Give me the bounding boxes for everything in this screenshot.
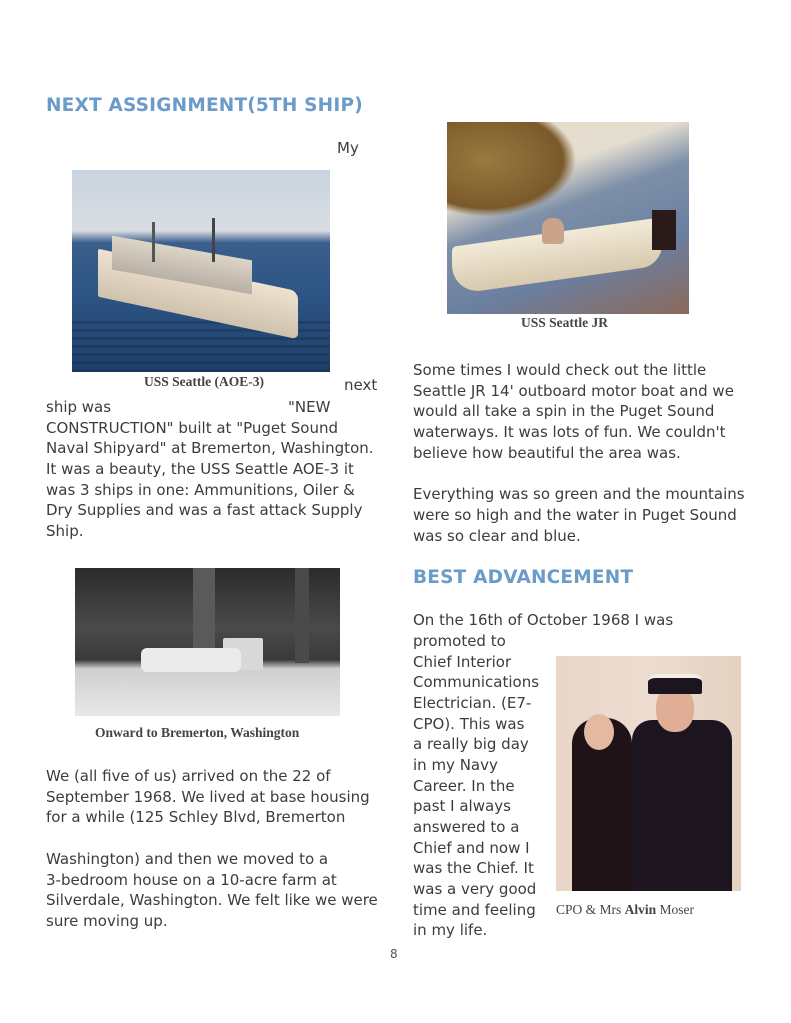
seattle-jr-boat-photo	[447, 122, 689, 314]
ship-para-line: Ship.	[46, 522, 84, 540]
advancement-line: in my Navy	[413, 756, 498, 774]
page-number: 8	[390, 947, 398, 961]
ship-para-line: Dry Supplies and was a fast attack Supply	[46, 501, 363, 519]
couple-photo-caption	[556, 902, 694, 918]
green-para-line: was so clear and blue.	[413, 527, 581, 545]
caption-prefix: CPO & Mrs	[556, 902, 625, 917]
caption-bold-name: Alvin	[624, 902, 657, 917]
advancement-line: Communications	[413, 673, 540, 691]
ship-para-line: "NEW	[288, 398, 331, 416]
green-para-line: Everything was so green and the mountains	[413, 485, 745, 503]
intro-word: My	[337, 139, 359, 157]
uss-seattle-photo	[72, 170, 330, 372]
arrival-para-line: Washington) and then we moved to a	[46, 850, 329, 868]
boat-para-line: would all take a spin in the Puget Sound	[413, 402, 715, 420]
boat-para-line: Some times I would check out the little	[413, 361, 707, 379]
advancement-line: Career. In the	[413, 777, 515, 795]
section-heading-best-advancement: BEST ADVANCEMENT	[413, 567, 634, 588]
car-trailer-photo	[75, 568, 340, 716]
ship-photo-caption: USS Seattle (AOE-3)	[144, 374, 264, 389]
boat-para-line: waterways. It was lots of fun. We couldn't	[413, 423, 726, 441]
arrival-para-line: for a while (125 Schley Blvd, Bremerton	[46, 808, 346, 826]
ship-para-line: It was a beauty, the USS Seattle AOE-3 it	[46, 460, 354, 478]
advancement-first-line: On the 16th of October 1968 I was	[413, 611, 674, 629]
cpo-and-mrs-moser-photo	[556, 656, 741, 891]
ship-para-line: CONSTRUCTION" built at "Puget Sound	[46, 419, 339, 437]
advancement-line: answered to a	[413, 818, 520, 836]
arrival-para-line: We (all five of us) arrived on the 22 of	[46, 767, 331, 785]
arrival-para-line: September 1968. We lived at base housing	[46, 788, 370, 806]
advancement-line: Chief Interior	[413, 653, 512, 671]
advancement-line: Chief and now I	[413, 839, 530, 857]
boat-para-line: Seattle JR 14' outboard motor boat and we	[413, 382, 734, 400]
caption-suffix: Moser	[656, 902, 695, 917]
car-photo-caption: Onward to Bremerton, Washington	[95, 725, 300, 740]
advancement-line: was a very good	[413, 880, 537, 898]
advancement-line: a really big day	[413, 735, 529, 753]
arrival-para-line: Silverdale, Washington. We felt like we were	[46, 891, 378, 909]
advancement-line: was the Chief. It	[413, 859, 534, 877]
boat-photo-caption: USS Seattle JR	[521, 315, 608, 330]
section-heading-next-assignment: NEXT ASSIGNMENT(5TH SHIP)	[46, 95, 363, 116]
next-word: next	[344, 376, 378, 394]
green-para-line: were so high and the water in Puget Sound	[413, 506, 737, 524]
advancement-line: CPO). This was	[413, 715, 525, 733]
advancement-line: time and feeling	[413, 901, 536, 919]
advancement-line: promoted to	[413, 632, 506, 650]
advancement-line: in my life.	[413, 921, 488, 939]
advancement-line: Electrician. (E7-	[413, 694, 532, 712]
ship-para-line: Naval Shipyard" at Bremerton, Washington.	[46, 439, 374, 457]
boat-para-line: believe how beautiful the area was.	[413, 444, 681, 462]
arrival-para-line: sure moving up.	[46, 912, 168, 930]
arrival-para-line: 3-bedroom house on a 10-acre farm at	[46, 871, 337, 889]
advancement-line: past I always	[413, 797, 511, 815]
ship-para-line: ship was	[46, 398, 112, 416]
ship-para-line: was 3 ships in one: Ammunitions, Oiler &	[46, 481, 355, 499]
